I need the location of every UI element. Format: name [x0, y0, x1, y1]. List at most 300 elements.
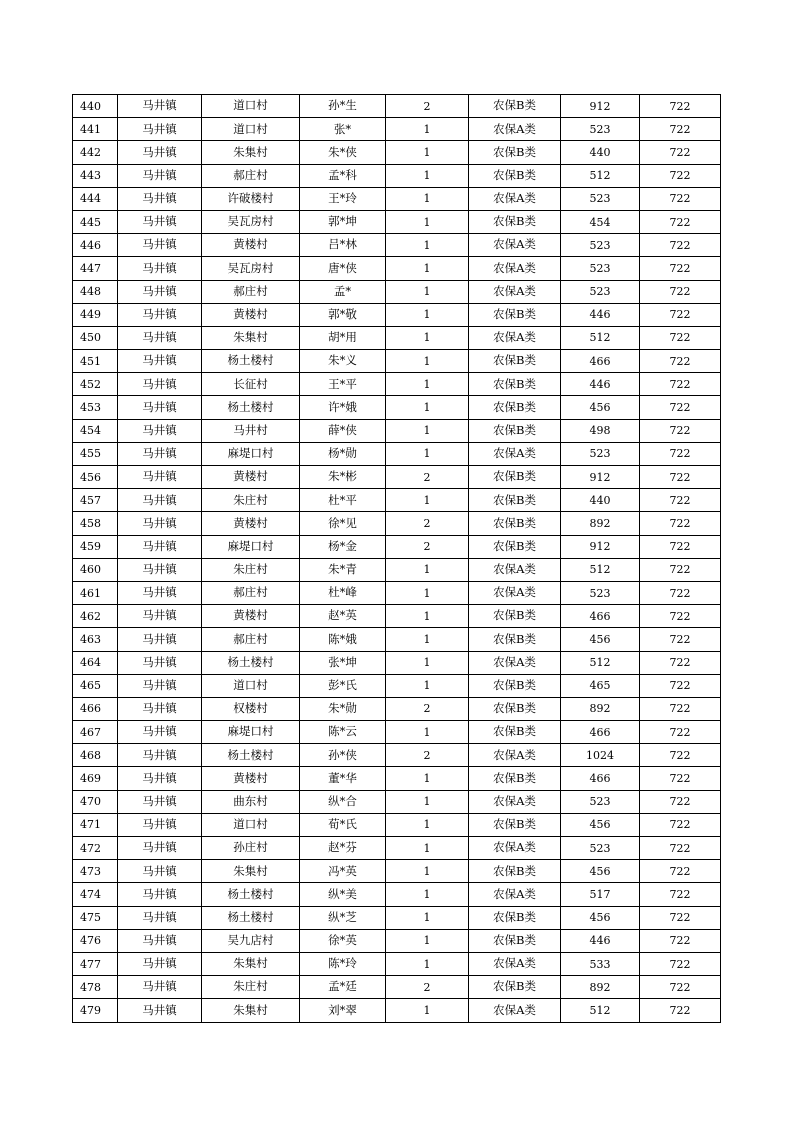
- name-cell: 郭*敬: [300, 303, 386, 326]
- amount-cell: 523: [561, 280, 640, 303]
- category-cell: 农保A类: [469, 326, 561, 349]
- serial-cell: 467: [73, 721, 118, 744]
- amount-cell: 446: [561, 303, 640, 326]
- village-cell: 麻堤口村: [202, 721, 300, 744]
- table-row: [73, 95, 721, 118]
- table-row: [73, 350, 721, 373]
- amount-cell: 456: [561, 628, 640, 651]
- name-cell: 荀*氏: [300, 813, 386, 836]
- standard-cell: 722: [640, 628, 721, 651]
- serial-cell: 452: [73, 373, 118, 396]
- category-cell: 农保B类: [469, 210, 561, 233]
- town-cell: 马井镇: [118, 257, 202, 280]
- standard-cell: 722: [640, 906, 721, 929]
- town-cell: 马井镇: [118, 790, 202, 813]
- table-row: [73, 999, 721, 1022]
- amount-cell: 512: [561, 558, 640, 581]
- village-cell: 朱庄村: [202, 976, 300, 999]
- serial-cell: 448: [73, 280, 118, 303]
- count-cell: 1: [386, 350, 469, 373]
- category-cell: 农保A类: [469, 952, 561, 975]
- count-cell: 1: [386, 210, 469, 233]
- serial-cell: 478: [73, 976, 118, 999]
- town-cell: 马井镇: [118, 581, 202, 604]
- count-cell: 1: [386, 257, 469, 280]
- amount-cell: 446: [561, 373, 640, 396]
- town-cell: 马井镇: [118, 234, 202, 257]
- town-cell: 马井镇: [118, 883, 202, 906]
- village-cell: 杨土楼村: [202, 651, 300, 674]
- town-cell: 马井镇: [118, 442, 202, 465]
- standard-cell: 722: [640, 350, 721, 373]
- amount-cell: 533: [561, 952, 640, 975]
- village-cell: 郝庄村: [202, 280, 300, 303]
- standard-cell: 722: [640, 767, 721, 790]
- table-row: [73, 466, 721, 489]
- category-cell: 农保A类: [469, 234, 561, 257]
- village-cell: 麻堤口村: [202, 535, 300, 558]
- count-cell: 1: [386, 118, 469, 141]
- amount-cell: 523: [561, 118, 640, 141]
- serial-cell: 442: [73, 141, 118, 164]
- village-cell: 长征村: [202, 373, 300, 396]
- serial-cell: 470: [73, 790, 118, 813]
- amount-cell: 512: [561, 164, 640, 187]
- count-cell: 1: [386, 234, 469, 257]
- category-cell: 农保B类: [469, 860, 561, 883]
- name-cell: 彭*氏: [300, 674, 386, 697]
- town-cell: 马井镇: [118, 628, 202, 651]
- table-row: [73, 906, 721, 929]
- town-cell: 马井镇: [118, 976, 202, 999]
- standard-cell: 722: [640, 442, 721, 465]
- amount-cell: 523: [561, 581, 640, 604]
- category-cell: 农保B类: [469, 628, 561, 651]
- serial-cell: 440: [73, 95, 118, 118]
- category-cell: 农保A类: [469, 999, 561, 1022]
- category-cell: 农保A类: [469, 651, 561, 674]
- count-cell: 1: [386, 929, 469, 952]
- village-cell: 郝庄村: [202, 628, 300, 651]
- town-cell: 马井镇: [118, 674, 202, 697]
- serial-cell: 456: [73, 466, 118, 489]
- count-cell: 1: [386, 628, 469, 651]
- standard-cell: 722: [640, 303, 721, 326]
- standard-cell: 722: [640, 651, 721, 674]
- standard-cell: 722: [640, 952, 721, 975]
- category-cell: 农保B类: [469, 95, 561, 118]
- serial-cell: 475: [73, 906, 118, 929]
- table-body: [73, 95, 721, 1023]
- category-cell: 农保B类: [469, 976, 561, 999]
- table-row: [73, 813, 721, 836]
- standard-cell: 722: [640, 674, 721, 697]
- table-row: [73, 257, 721, 280]
- serial-cell: 443: [73, 164, 118, 187]
- amount-cell: 517: [561, 883, 640, 906]
- village-cell: 吴瓦房村: [202, 210, 300, 233]
- town-cell: 马井镇: [118, 767, 202, 790]
- standard-cell: 722: [640, 929, 721, 952]
- name-cell: 纵*芝: [300, 906, 386, 929]
- serial-cell: 469: [73, 767, 118, 790]
- village-cell: 道口村: [202, 95, 300, 118]
- count-cell: 1: [386, 164, 469, 187]
- town-cell: 马井镇: [118, 813, 202, 836]
- village-cell: 吴九店村: [202, 929, 300, 952]
- serial-cell: 459: [73, 535, 118, 558]
- serial-cell: 447: [73, 257, 118, 280]
- name-cell: 孙*生: [300, 95, 386, 118]
- amount-cell: 466: [561, 721, 640, 744]
- count-cell: 1: [386, 952, 469, 975]
- village-cell: 麻堤口村: [202, 442, 300, 465]
- serial-cell: 453: [73, 396, 118, 419]
- serial-cell: 449: [73, 303, 118, 326]
- table-row: [73, 396, 721, 419]
- serial-cell: 463: [73, 628, 118, 651]
- standard-cell: 722: [640, 605, 721, 628]
- table-row: [73, 118, 721, 141]
- village-cell: 郝庄村: [202, 164, 300, 187]
- village-cell: 朱集村: [202, 326, 300, 349]
- standard-cell: 722: [640, 234, 721, 257]
- town-cell: 马井镇: [118, 489, 202, 512]
- amount-cell: 523: [561, 187, 640, 210]
- amount-cell: 465: [561, 674, 640, 697]
- table-row: [73, 489, 721, 512]
- count-cell: 1: [386, 141, 469, 164]
- count-cell: 1: [386, 442, 469, 465]
- category-cell: 农保A类: [469, 118, 561, 141]
- table-row: [73, 860, 721, 883]
- name-cell: 朱*义: [300, 350, 386, 373]
- table-row: [73, 512, 721, 535]
- town-cell: 马井镇: [118, 906, 202, 929]
- count-cell: 1: [386, 489, 469, 512]
- standard-cell: 722: [640, 257, 721, 280]
- standard-cell: 722: [640, 466, 721, 489]
- table-row: [73, 535, 721, 558]
- amount-cell: 512: [561, 999, 640, 1022]
- serial-cell: 446: [73, 234, 118, 257]
- town-cell: 马井镇: [118, 303, 202, 326]
- town-cell: 马井镇: [118, 952, 202, 975]
- count-cell: 1: [386, 674, 469, 697]
- town-cell: 马井镇: [118, 210, 202, 233]
- village-cell: 许破楼村: [202, 187, 300, 210]
- category-cell: 农保B类: [469, 721, 561, 744]
- category-cell: 农保A类: [469, 558, 561, 581]
- serial-cell: 477: [73, 952, 118, 975]
- category-cell: 农保B类: [469, 141, 561, 164]
- name-cell: 董*华: [300, 767, 386, 790]
- count-cell: 2: [386, 697, 469, 720]
- serial-cell: 457: [73, 489, 118, 512]
- category-cell: 农保A类: [469, 257, 561, 280]
- village-cell: 马井村: [202, 419, 300, 442]
- standard-cell: 722: [640, 326, 721, 349]
- name-cell: 杜*峰: [300, 581, 386, 604]
- village-cell: 朱集村: [202, 952, 300, 975]
- table-row: [73, 721, 721, 744]
- amount-cell: 440: [561, 489, 640, 512]
- village-cell: 曲东村: [202, 790, 300, 813]
- count-cell: 1: [386, 303, 469, 326]
- standard-cell: 722: [640, 396, 721, 419]
- town-cell: 马井镇: [118, 744, 202, 767]
- serial-cell: 472: [73, 837, 118, 860]
- name-cell: 张*: [300, 118, 386, 141]
- name-cell: 徐*英: [300, 929, 386, 952]
- serial-cell: 461: [73, 581, 118, 604]
- name-cell: 许*娥: [300, 396, 386, 419]
- town-cell: 马井镇: [118, 164, 202, 187]
- count-cell: 1: [386, 721, 469, 744]
- town-cell: 马井镇: [118, 280, 202, 303]
- village-cell: 黄楼村: [202, 466, 300, 489]
- standard-cell: 722: [640, 558, 721, 581]
- category-cell: 农保B类: [469, 396, 561, 419]
- amount-cell: 523: [561, 837, 640, 860]
- name-cell: 薛*侠: [300, 419, 386, 442]
- serial-cell: 466: [73, 697, 118, 720]
- count-cell: 2: [386, 95, 469, 118]
- name-cell: 张*坤: [300, 651, 386, 674]
- standard-cell: 722: [640, 860, 721, 883]
- village-cell: 杨土楼村: [202, 906, 300, 929]
- serial-cell: 444: [73, 187, 118, 210]
- count-cell: 1: [386, 396, 469, 419]
- category-cell: 农保A类: [469, 187, 561, 210]
- town-cell: 马井镇: [118, 558, 202, 581]
- standard-cell: 722: [640, 976, 721, 999]
- category-cell: 农保B类: [469, 906, 561, 929]
- town-cell: 马井镇: [118, 999, 202, 1022]
- serial-cell: 458: [73, 512, 118, 535]
- count-cell: 1: [386, 280, 469, 303]
- amount-cell: 892: [561, 697, 640, 720]
- count-cell: 1: [386, 837, 469, 860]
- village-cell: 权楼村: [202, 697, 300, 720]
- village-cell: 朱集村: [202, 999, 300, 1022]
- category-cell: 农保A类: [469, 790, 561, 813]
- name-cell: 陈*玲: [300, 952, 386, 975]
- count-cell: 1: [386, 860, 469, 883]
- category-cell: 农保B类: [469, 373, 561, 396]
- amount-cell: 892: [561, 976, 640, 999]
- amount-cell: 912: [561, 95, 640, 118]
- table-row: [73, 674, 721, 697]
- town-cell: 马井镇: [118, 721, 202, 744]
- town-cell: 马井镇: [118, 95, 202, 118]
- town-cell: 马井镇: [118, 697, 202, 720]
- table-row: [73, 697, 721, 720]
- count-cell: 2: [386, 512, 469, 535]
- name-cell: 唐*侠: [300, 257, 386, 280]
- table-row: [73, 790, 721, 813]
- name-cell: 孙*侠: [300, 744, 386, 767]
- town-cell: 马井镇: [118, 929, 202, 952]
- amount-cell: 466: [561, 605, 640, 628]
- amount-cell: 912: [561, 466, 640, 489]
- category-cell: 农保A类: [469, 883, 561, 906]
- standard-cell: 722: [640, 187, 721, 210]
- village-cell: 道口村: [202, 118, 300, 141]
- table-row: [73, 605, 721, 628]
- category-cell: 农保B类: [469, 605, 561, 628]
- serial-cell: 473: [73, 860, 118, 883]
- category-cell: 农保B类: [469, 419, 561, 442]
- category-cell: 农保A类: [469, 581, 561, 604]
- name-cell: 吕*林: [300, 234, 386, 257]
- count-cell: 1: [386, 999, 469, 1022]
- amount-cell: 456: [561, 396, 640, 419]
- category-cell: 农保B类: [469, 929, 561, 952]
- table-row: [73, 651, 721, 674]
- count-cell: 1: [386, 581, 469, 604]
- serial-cell: 450: [73, 326, 118, 349]
- count-cell: 2: [386, 976, 469, 999]
- table-row: [73, 744, 721, 767]
- serial-cell: 460: [73, 558, 118, 581]
- amount-cell: 466: [561, 767, 640, 790]
- category-cell: 农保B类: [469, 489, 561, 512]
- category-cell: 农保A类: [469, 442, 561, 465]
- standard-cell: 722: [640, 512, 721, 535]
- table-row: [73, 280, 721, 303]
- standard-cell: 722: [640, 535, 721, 558]
- village-cell: 朱庄村: [202, 558, 300, 581]
- count-cell: 1: [386, 373, 469, 396]
- name-cell: 纵*美: [300, 883, 386, 906]
- table-row: [73, 581, 721, 604]
- table-row: [73, 234, 721, 257]
- village-cell: 郝庄村: [202, 581, 300, 604]
- category-cell: 农保A类: [469, 280, 561, 303]
- category-cell: 农保B类: [469, 466, 561, 489]
- amount-cell: 523: [561, 442, 640, 465]
- amount-cell: 456: [561, 813, 640, 836]
- standard-cell: 722: [640, 210, 721, 233]
- table-row: [73, 373, 721, 396]
- town-cell: 马井镇: [118, 326, 202, 349]
- amount-cell: 523: [561, 790, 640, 813]
- standard-cell: 722: [640, 697, 721, 720]
- table-row: [73, 929, 721, 952]
- town-cell: 马井镇: [118, 350, 202, 373]
- count-cell: 1: [386, 767, 469, 790]
- name-cell: 杜*平: [300, 489, 386, 512]
- table-row: [73, 628, 721, 651]
- name-cell: 孟*廷: [300, 976, 386, 999]
- serial-cell: 441: [73, 118, 118, 141]
- name-cell: 孟*科: [300, 164, 386, 187]
- town-cell: 马井镇: [118, 141, 202, 164]
- table-row: [73, 767, 721, 790]
- serial-cell: 479: [73, 999, 118, 1022]
- town-cell: 马井镇: [118, 118, 202, 141]
- table-row: [73, 164, 721, 187]
- amount-cell: 892: [561, 512, 640, 535]
- amount-cell: 456: [561, 860, 640, 883]
- town-cell: 马井镇: [118, 419, 202, 442]
- count-cell: 1: [386, 419, 469, 442]
- standard-cell: 722: [640, 118, 721, 141]
- table-row: [73, 187, 721, 210]
- amount-cell: 512: [561, 651, 640, 674]
- town-cell: 马井镇: [118, 651, 202, 674]
- village-cell: 朱集村: [202, 141, 300, 164]
- count-cell: 1: [386, 605, 469, 628]
- amount-cell: 456: [561, 906, 640, 929]
- count-cell: 1: [386, 558, 469, 581]
- village-cell: 吴瓦房村: [202, 257, 300, 280]
- name-cell: 王*平: [300, 373, 386, 396]
- village-cell: 道口村: [202, 813, 300, 836]
- serial-cell: 468: [73, 744, 118, 767]
- name-cell: 杨*金: [300, 535, 386, 558]
- name-cell: 纵*合: [300, 790, 386, 813]
- table-row: [73, 883, 721, 906]
- village-cell: 朱庄村: [202, 489, 300, 512]
- count-cell: 2: [386, 744, 469, 767]
- serial-cell: 474: [73, 883, 118, 906]
- village-cell: 黄楼村: [202, 512, 300, 535]
- count-cell: 1: [386, 790, 469, 813]
- name-cell: 朱*彬: [300, 466, 386, 489]
- standard-cell: 722: [640, 141, 721, 164]
- name-cell: 徐*见: [300, 512, 386, 535]
- category-cell: 农保B类: [469, 674, 561, 697]
- name-cell: 杨*勋: [300, 442, 386, 465]
- amount-cell: 440: [561, 141, 640, 164]
- town-cell: 马井镇: [118, 837, 202, 860]
- serial-cell: 451: [73, 350, 118, 373]
- table-row: [73, 326, 721, 349]
- name-cell: 刘*翠: [300, 999, 386, 1022]
- amount-cell: 523: [561, 234, 640, 257]
- town-cell: 马井镇: [118, 396, 202, 419]
- table-row: [73, 141, 721, 164]
- standard-cell: 722: [640, 280, 721, 303]
- count-cell: 1: [386, 906, 469, 929]
- name-cell: 郭*坤: [300, 210, 386, 233]
- table-row: [73, 952, 721, 975]
- serial-cell: 445: [73, 210, 118, 233]
- amount-cell: 1024: [561, 744, 640, 767]
- standard-cell: 722: [640, 489, 721, 512]
- amount-cell: 912: [561, 535, 640, 558]
- serial-cell: 455: [73, 442, 118, 465]
- village-cell: 杨土楼村: [202, 883, 300, 906]
- name-cell: 朱*侠: [300, 141, 386, 164]
- town-cell: 马井镇: [118, 535, 202, 558]
- village-cell: 黄楼村: [202, 767, 300, 790]
- amount-cell: 512: [561, 326, 640, 349]
- name-cell: 王*玲: [300, 187, 386, 210]
- table-row: [73, 837, 721, 860]
- category-cell: 农保B类: [469, 350, 561, 373]
- village-cell: 杨土楼村: [202, 396, 300, 419]
- village-cell: 道口村: [202, 674, 300, 697]
- serial-cell: 476: [73, 929, 118, 952]
- category-cell: 农保B类: [469, 303, 561, 326]
- standard-cell: 722: [640, 419, 721, 442]
- table-row: [73, 419, 721, 442]
- count-cell: 1: [386, 883, 469, 906]
- count-cell: 2: [386, 535, 469, 558]
